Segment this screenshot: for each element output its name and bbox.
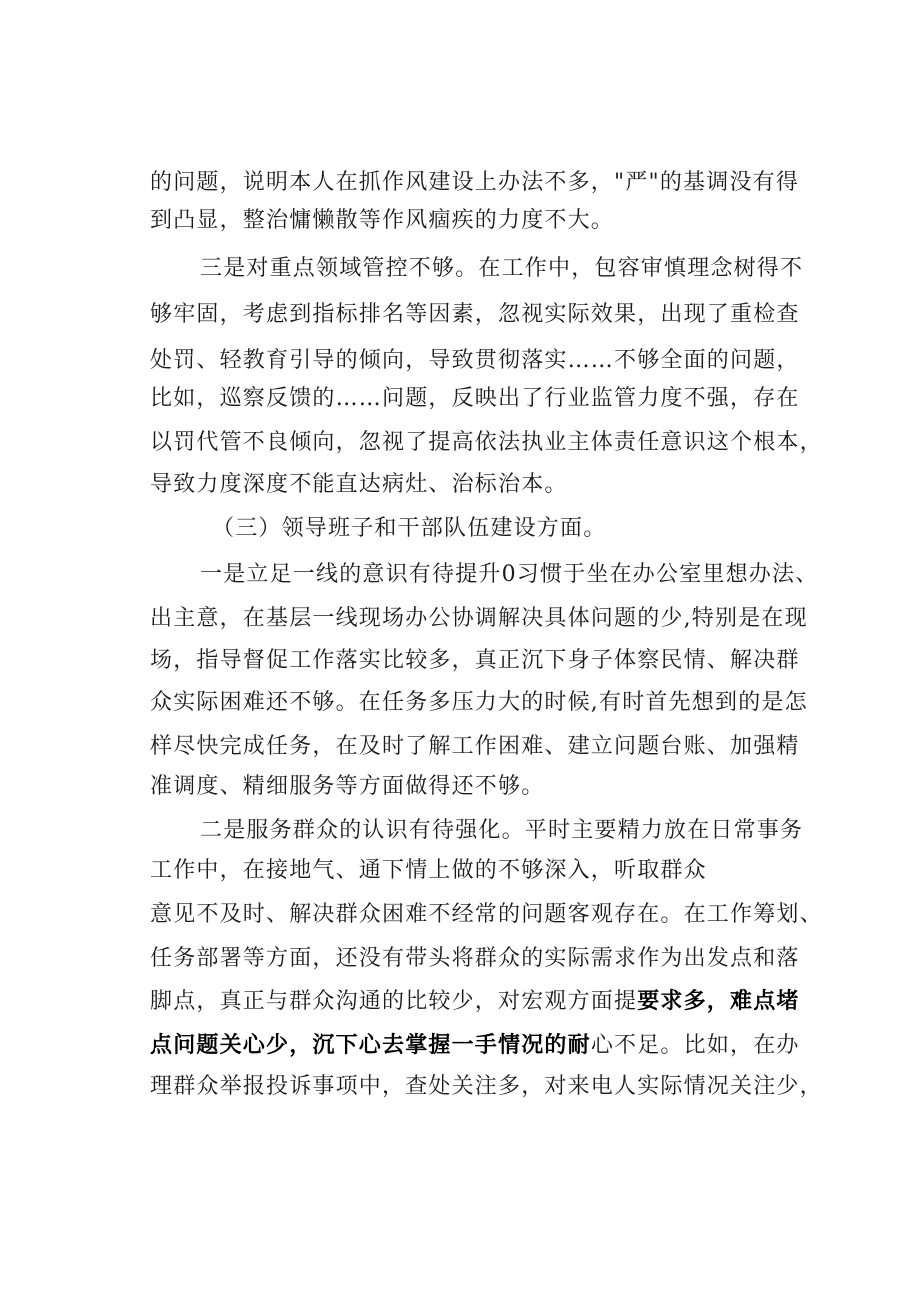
body-line: 众实际困难还不够。在任务多压力大的时候,有时首先想到的是怎 bbox=[150, 690, 808, 715]
body-line: 比如，巡察反馈的……问题，反映出了行业监管力度不强，存在 bbox=[150, 386, 800, 411]
body-text-segment: 脚点，真正与群众沟通的比较少，对宏观方面提 bbox=[150, 989, 638, 1014]
section-heading: （三）领导班子和干部队伍建设方面。 bbox=[212, 516, 607, 541]
body-line: 到凸显，整治慵懒散等作风痼疾的力度不大。 bbox=[150, 208, 615, 233]
body-line: 场，指导督促工作落实比较多，真正沉下身子体察民情、解决群 bbox=[150, 648, 800, 673]
paragraph-start-line: 一是立足一线的意识有待提升0习惯于坐在办公室里想办法、 bbox=[200, 562, 819, 587]
body-line: 理群众举报投诉事项中，查处关注多，对来电人实际情况关注少， bbox=[150, 1074, 823, 1099]
body-line: 准调度、精细服务等方面做得还不够。 bbox=[150, 774, 545, 799]
body-line: 样尽快完成任务，在及时了解工作困难、建立问题台账、加强精 bbox=[150, 734, 800, 759]
body-line: 的问题，说明本人在抓作风建设上办法不多，"严"的基调没有得 bbox=[150, 170, 800, 195]
body-line: 够牢固，考虑到指标排名等因素，忽视实际效果，出现了重检查 bbox=[150, 302, 800, 327]
body-text-segment: 心不足。比如，在办 bbox=[590, 1033, 800, 1058]
emphasized-text-segment: 点问题关心少，沉下心去掌握一手情况的耐 bbox=[150, 1032, 591, 1058]
paragraph-start-line: 三是对重点领域管控不够。在工作中，包容审慎理念树得不 bbox=[200, 256, 804, 281]
body-line bbox=[150, 986, 800, 1017]
body-line: 导致力度深度不能直达病灶、治标治本。 bbox=[150, 472, 568, 497]
emphasized-text-segment: 要求多，难点堵 bbox=[637, 988, 800, 1014]
body-line: 任务部署等方面，还没有带头将群众的实际需求作为出发点和落 bbox=[150, 946, 800, 971]
body-line: 出主意，在基层一线现场办公协调解决具体问题的少,特别是在现 bbox=[150, 606, 808, 631]
body-line: 工作中，在接地气、通下情上做的不够深入，听取群众 bbox=[150, 858, 707, 883]
body-line: 意见不及时、解决群众困难不经常的问题客观存在。在工作筹划、 bbox=[150, 902, 823, 927]
body-line bbox=[150, 1030, 800, 1061]
body-line: 以罚代管不良倾向，忽视了提高依法执业主体责任意识这个根本， bbox=[150, 430, 823, 455]
paragraph-start-line: 二是服务群众的认识有待强化。平时主要精力放在日常事务 bbox=[200, 818, 804, 843]
body-line: 处罚、轻教育引导的倾向，导致贯彻落实……不够全面的问题， bbox=[150, 348, 800, 373]
